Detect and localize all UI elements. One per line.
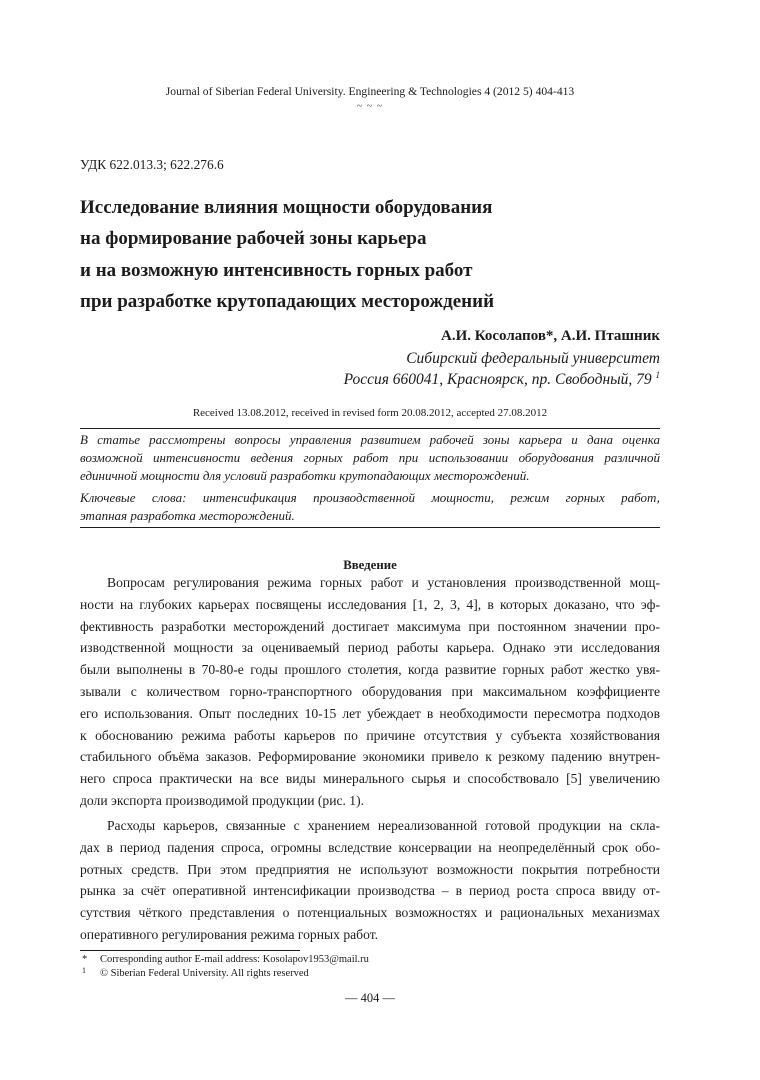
address-line (80, 369, 660, 391)
paragraph-line: к обоснованию режима работы карьеров по причине отсутствия у субъекта хозяйствования (80, 727, 660, 743)
title-line: Исследование влияния мощности оборудования (80, 197, 493, 218)
submission-dates: Received 13.08.2012, received in revised form 20.08.2012, accepted 27.08.2012 (192, 407, 548, 419)
paragraph-line: него спроса практически на все виды минерального сырья и способствовало [5] увеличению (80, 771, 660, 787)
page-number: — 404 — (345, 991, 395, 1005)
abstract-line: В статье рассмотрены вопросы управления развитием рабочей зоны карьера и дана оценка (80, 432, 660, 447)
header-ornament: ~ ~ ~ (356, 101, 384, 112)
authors: А.И. Косолапов*, А.И. Пташник (441, 328, 660, 344)
paragraph-1 (80, 572, 660, 812)
address: Россия 660041, Красноярск, пр. Свободный, 79 (343, 371, 652, 388)
paragraph-line: рынка за счёт оперативной интенсификации производства – в период роста спроса ввиду от- (80, 883, 660, 899)
address-footnote-mark: 1 (655, 370, 660, 380)
footnote-corresponding-author (80, 953, 660, 967)
paragraph-2 (80, 815, 660, 946)
paragraph-line: его использования. Опыт последних 10-15 лет убеждает в необходимости пересмотра подходов (80, 705, 660, 721)
journal-header: Journal of Siberian Federal University. Engineering & Technologies 4 (2012 5) 404-413 (165, 85, 575, 98)
title-line: на формирование рабочей зоны карьера (80, 228, 427, 250)
abstract-top-rule (80, 428, 660, 429)
paragraph-line: изводственной мощности за оцениваемый период работы карьера. Однако эти исследования (80, 640, 660, 656)
footnote-copyright (80, 967, 660, 981)
footnote-text: © Siberian Federal University. All rights reserved (100, 968, 309, 979)
abstract-line: возможной интенсивности ведения горных работ при использовании оборудования различной (80, 450, 660, 465)
keywords (80, 489, 660, 525)
paragraph-line: ности на глубоких карьерах посвящены исследования [1, 2, 3, 4], в которых доказано, что эф- (80, 596, 660, 612)
affiliation: Сибирский федеральный университет (406, 349, 660, 367)
keywords-line: Ключевые слова: интенсификация производственной мощности, режим горных работ, (80, 490, 660, 505)
title-line: и на возможную интенсивность горных работ (80, 259, 473, 281)
section-heading: Введение (343, 558, 397, 572)
abstract (80, 431, 660, 485)
article-title (80, 192, 660, 317)
footnotes (80, 953, 660, 981)
author-block (80, 326, 660, 391)
paragraph-line: стабильного объёма заказов. Реформирование экономики привело к резкому падению внутрен- (80, 749, 660, 765)
footnote-mark: 1 (82, 966, 86, 975)
udc-code: УДК 622.013.3; 622.276.6 (80, 157, 224, 172)
footnote-text: Corresponding author E-mail address: Kosolapov1953@mail.ru (100, 954, 369, 965)
keywords-line: этапная разработка месторождений. (80, 508, 295, 523)
paragraph-line: доли экспорта производимой продукции (рис. 1). (80, 792, 365, 808)
paragraph-line: Расходы карьеров, связанные с хранением нереализованной готовой продукции на скла- (107, 818, 660, 833)
paragraph-line: зывали с количеством горно-транспортного оборудования при максимальном коэффициенте (80, 683, 660, 699)
paragraph-line: фективность разработки месторождений достигает максимума при постоянном значении про- (80, 618, 660, 634)
paragraph-line: были выполнены в 70-80-е годы прошлого столетия, когда развитие горных работ жестко увя- (80, 662, 660, 678)
paragraph-line: сутствия чёткого представления о потенциальных возможностях и рациональных механизмах (80, 905, 660, 921)
title-line: при разработке крутопадающих месторождений (80, 290, 495, 312)
footnote-rule (80, 950, 300, 951)
paragraph-line: ротных средств. При этом предприятия не используют возможности покрытия потребности (80, 861, 660, 877)
paragraph-line: оперативного регулирования режима горных работ. (80, 926, 379, 942)
footnote-mark: * (82, 954, 88, 965)
abstract-bottom-rule (80, 527, 660, 528)
paragraph-line: Вопросам регулирования режима горных работ и установления производственной мощ- (107, 575, 660, 590)
paragraph-line: дах в период падения спроса, огромны вследствие консервации на неопределённый срок обо- (80, 839, 660, 855)
abstract-line: единичной мощности для условий разработки крутопадающих месторождений. (80, 468, 530, 483)
